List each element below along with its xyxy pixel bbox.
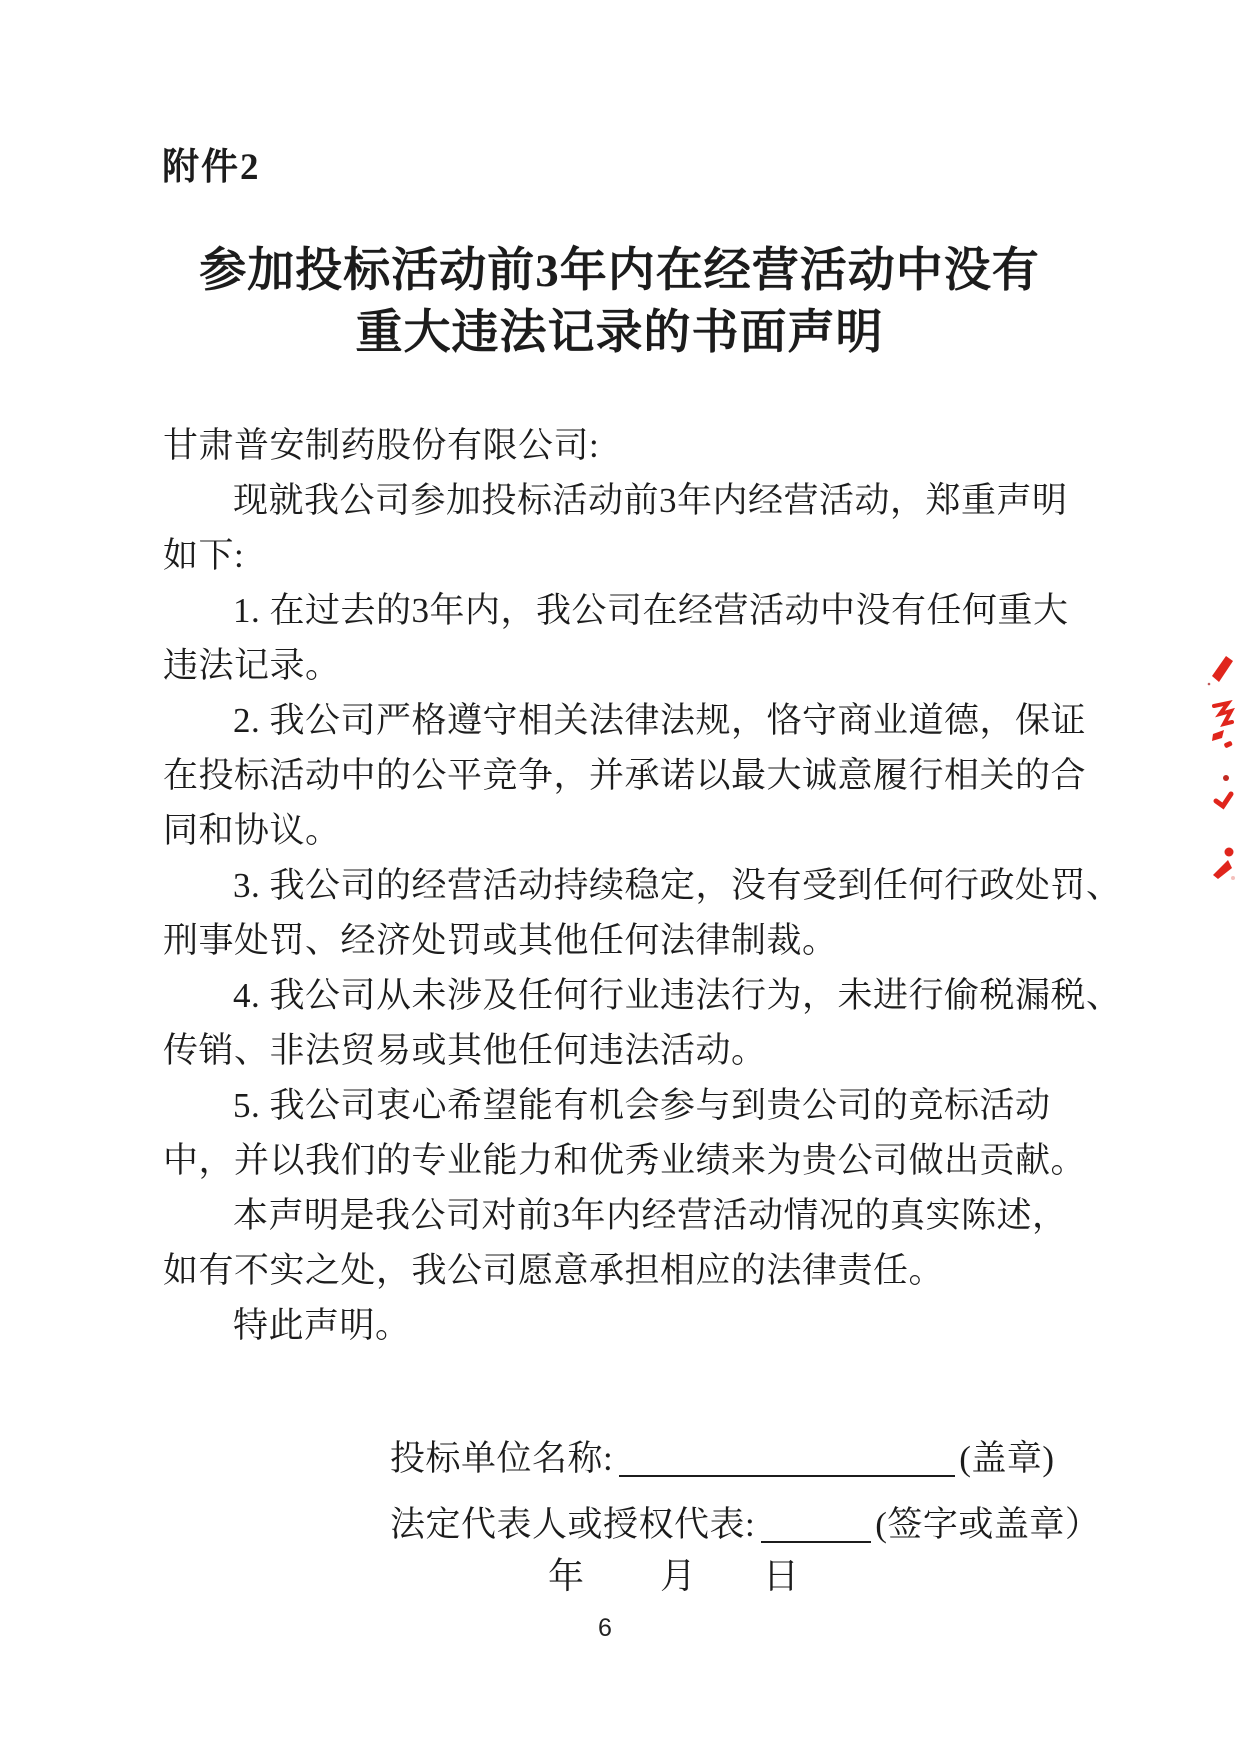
page-number: 6 xyxy=(598,1614,612,1642)
representative-line xyxy=(390,1481,1100,1547)
clause-1-line: 1. 在过去的3年内，我公司在经营活动中没有任何重大 xyxy=(233,591,1069,630)
truth-statement-line: 本声明是我公司对前3年内经营活动情况的真实陈述， xyxy=(233,1196,1068,1235)
clause-4-line: 传销、非法贸易或其他任何违法活动。 xyxy=(163,1031,767,1070)
document-title-line1: 参加投标活动前3年内在经营活动中没有 xyxy=(199,245,1040,297)
seal-label: (盖章) xyxy=(959,1439,1055,1478)
clause-4-line: 4. 我公司从未涉及任何行业违法行为，未进行偷税漏税、 xyxy=(233,976,1122,1015)
truth-statement-line: 如有不实之处，我公司愿意承担相应的法律责任。 xyxy=(163,1251,945,1290)
document-title-line2: 重大违法记录的书面声明 xyxy=(355,307,884,359)
closing-line: 特此声明。 xyxy=(233,1306,411,1345)
intro-line: 如下: xyxy=(163,536,245,575)
representative-label: 法定代表人或授权代表: xyxy=(390,1505,756,1544)
clause-5-line: 5. 我公司衷心希望能有机会参与到贵公司的竞标活动 xyxy=(233,1086,1051,1125)
bidder-name-blank-field xyxy=(619,1437,955,1477)
clause-1-line: 违法记录。 xyxy=(163,646,341,685)
salutation-line: 甘肃普安制药股份有限公司: xyxy=(163,426,600,465)
intro-line: 现就我公司参加投标活动前3年内经营活动，郑重声明 xyxy=(233,481,1068,520)
clause-3-line: 3. 我公司的经营活动持续稳定，没有受到任何行政处罚、 xyxy=(233,866,1122,905)
clause-3-line: 刑事处罚、经济处罚或其他任何法律制裁。 xyxy=(163,921,838,960)
date-month-label: 月 xyxy=(660,1556,697,1596)
date-day-label: 日 xyxy=(763,1556,800,1596)
signature-block xyxy=(390,1415,1100,1547)
document-title xyxy=(0,240,1239,364)
clause-2-line: 同和协议。 xyxy=(163,811,341,850)
clause-2-line: 2. 我公司严格遵守相关法律法规，恪守商业道德，保证 xyxy=(233,701,1087,740)
clause-2-line: 在投标活动中的公平竞争，并承诺以最大诚意履行相关的合 xyxy=(163,756,1087,795)
clause-5-line: 中，并以我们的专业能力和优秀业绩来为贵公司做出贡献。 xyxy=(163,1141,1087,1180)
bidder-name-label: 投标单位名称: xyxy=(390,1439,614,1478)
red-ink-stamp-fragments xyxy=(1198,648,1239,893)
declaration-body xyxy=(163,418,1122,1353)
date-year-label: 年 xyxy=(548,1556,585,1596)
attachment-label: 附件2 xyxy=(162,147,261,188)
sign-or-seal-label: (签字或盖章） xyxy=(875,1505,1101,1544)
bidder-name-line xyxy=(390,1415,1100,1481)
representative-blank-field xyxy=(761,1503,871,1543)
